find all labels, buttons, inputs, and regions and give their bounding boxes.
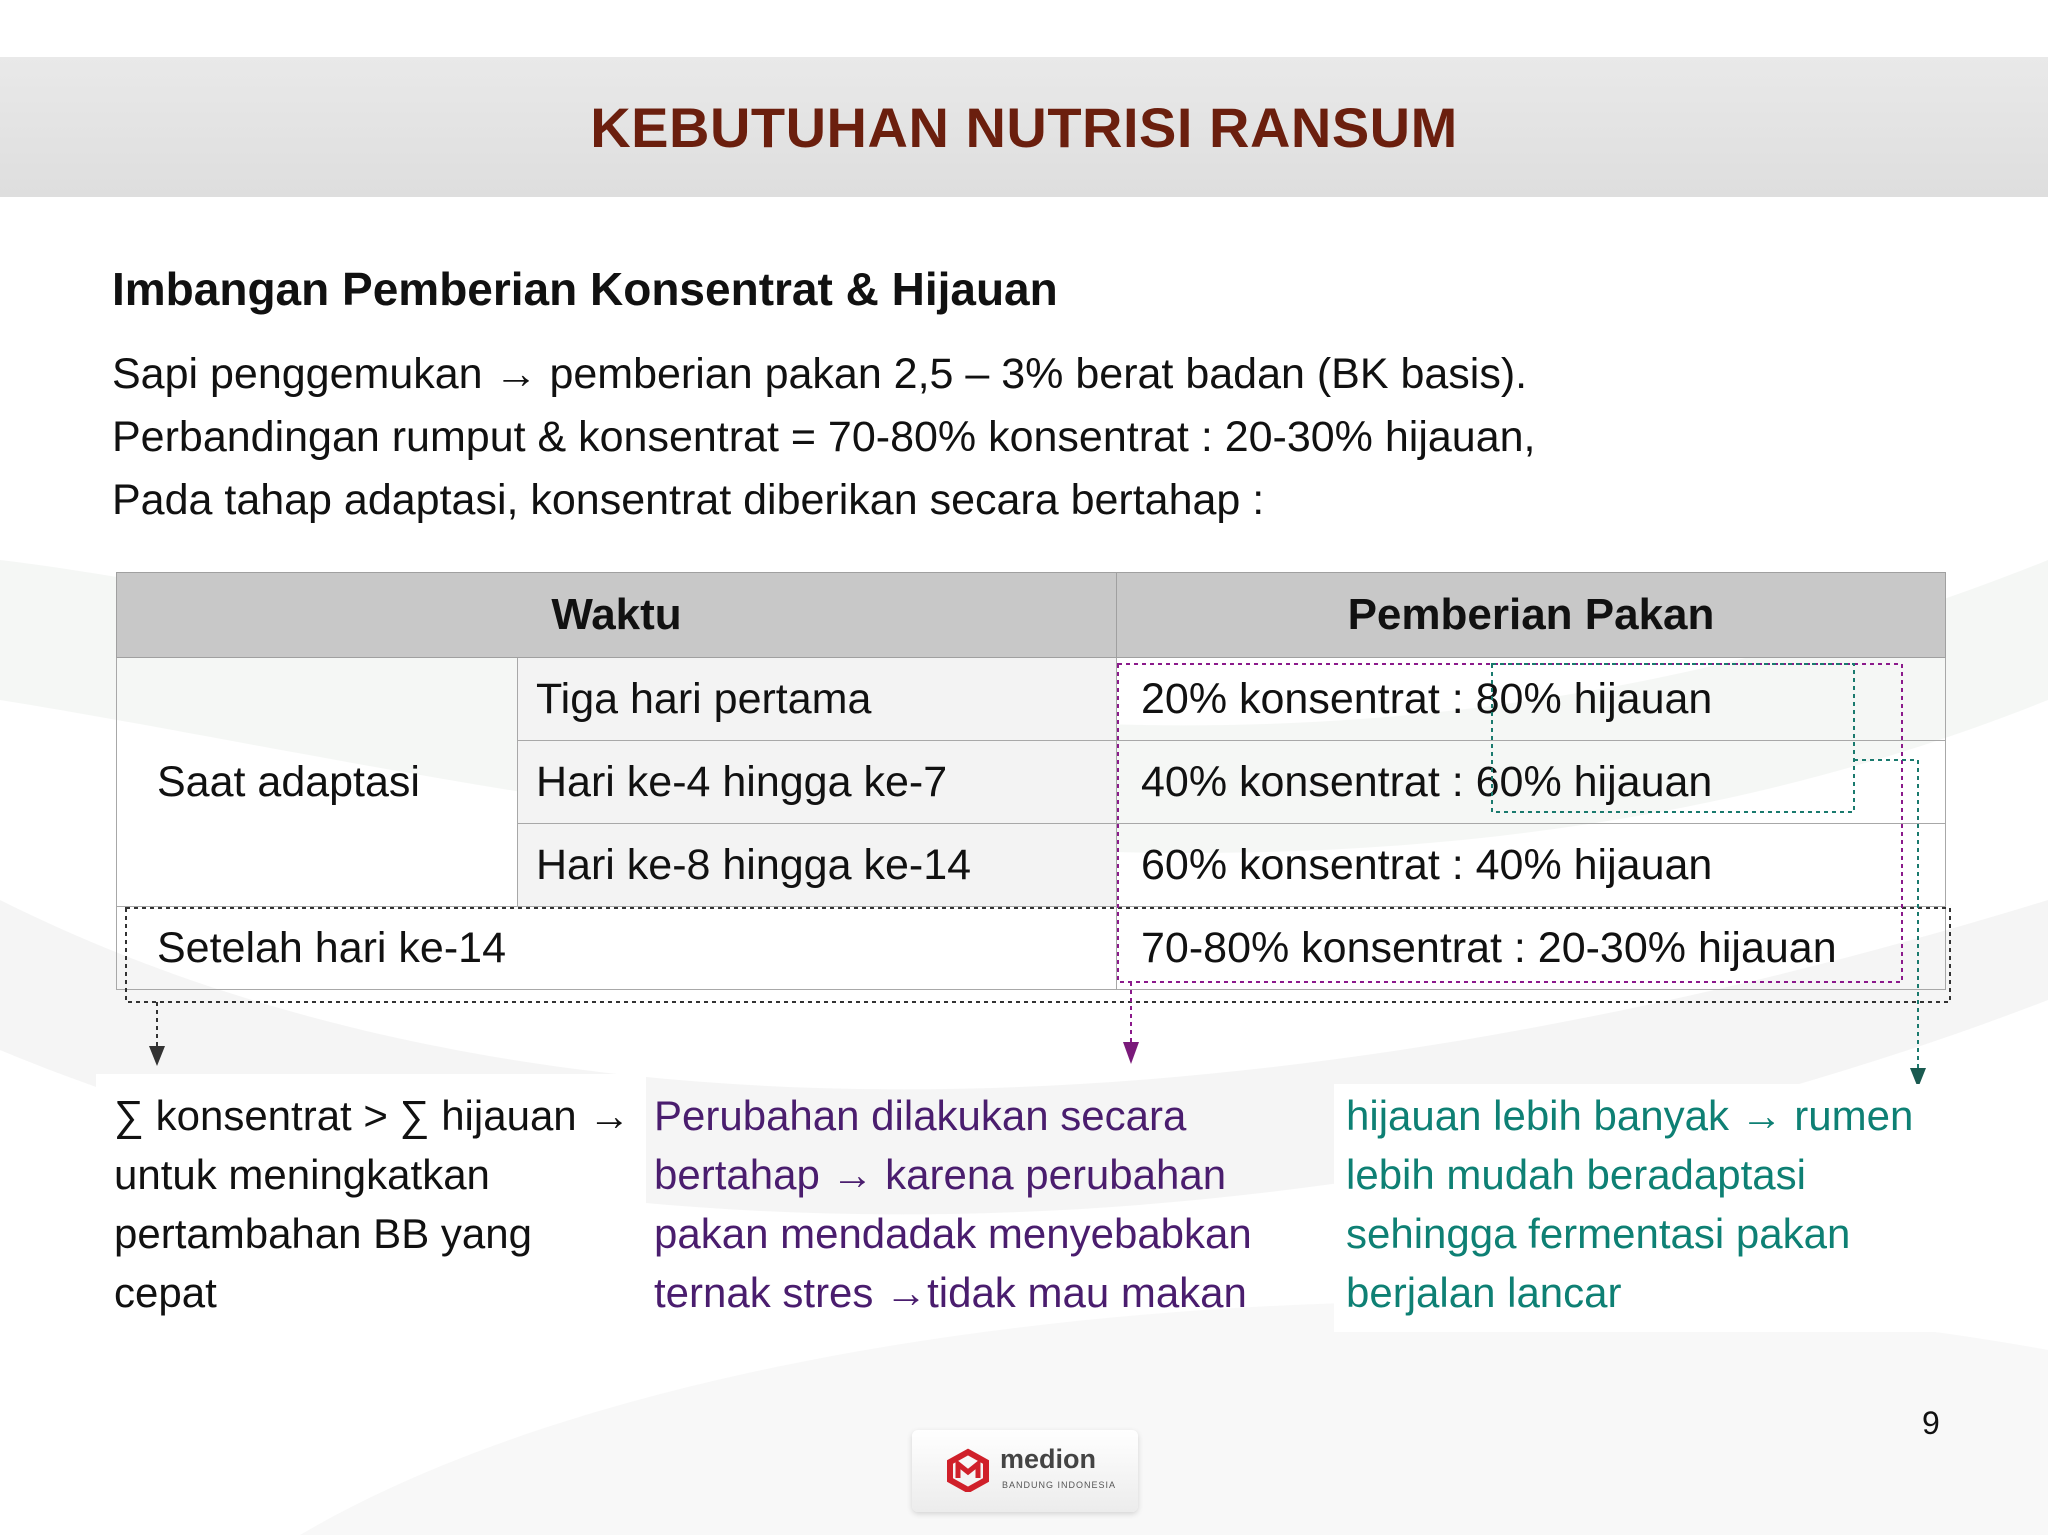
paragraph-line-2: Perbandingan rumput & konsentrat = 70-80% konsentrat : 20-30% hijauan, [112,413,1536,461]
note-concentrate-benefit: ∑ konsentrat > ∑ hijauan → untuk meningkatkan pertambahan BB yang cepat [96,1074,646,1332]
feeding-schedule-table [116,572,1946,990]
note-gradual-change: Perubahan dilakukan secara bertahap → karena perubahan pakan mendadak menyebabkan ternak stres →tidak mau makan [654,1092,1252,1316]
period-cell: Tiga hari pertama [518,658,1117,741]
section-heading: Imbangan Pemberian Konsentrat & Hijauan [112,263,1058,315]
final-feed-cell: 70-80% konsentrat : 20-30% hijauan [1117,907,1946,990]
paragraph-line-1: Sapi penggemukan → pemberian pakan 2,5 – 3% berat badan (BK basis). [112,350,1528,398]
period-cell: Hari ke-8 hingga ke-14 [518,824,1117,907]
paragraph-line-3: Pada tahap adaptasi, konsentrat diberikan secara bertahap : [112,476,1265,524]
slide-title: KEBUTUHAN NUTRISI RANSUM [590,96,1458,159]
title-bar [0,57,2048,197]
feed-cell: 20% konsentrat : 80% hijauan [1117,658,1946,741]
table-row-final [117,907,1946,990]
table-row [117,658,1946,741]
final-period-cell: Setelah hari ke-14 [117,907,1117,990]
page-number: 9 [1922,1405,1940,1441]
medion-logo [912,1430,1138,1512]
note-forage-adaptation: hijauan lebih banyak → rumen lebih mudah beradaptasi sehingga fermentasi pakan berjalan lancar [1334,1084,1966,1332]
header-waktu: Waktu [117,573,1117,658]
period-cell: Hari ke-4 hingga ke-7 [518,741,1117,824]
logo-wordmark: medion [1000,1444,1097,1474]
medion-logo-icon [946,1448,990,1492]
feed-cell: 60% konsentrat : 40% hijauan [1117,824,1946,907]
header-pemberian-pakan: Pemberian Pakan [1117,573,1946,658]
table-header-row [117,573,1946,658]
adaptation-group-cell: Saat adaptasi [117,658,518,907]
logo-subtitle: BANDUNG INDONESIA [1002,1480,1117,1490]
feed-cell: 40% konsentrat : 60% hijauan [1117,741,1946,824]
